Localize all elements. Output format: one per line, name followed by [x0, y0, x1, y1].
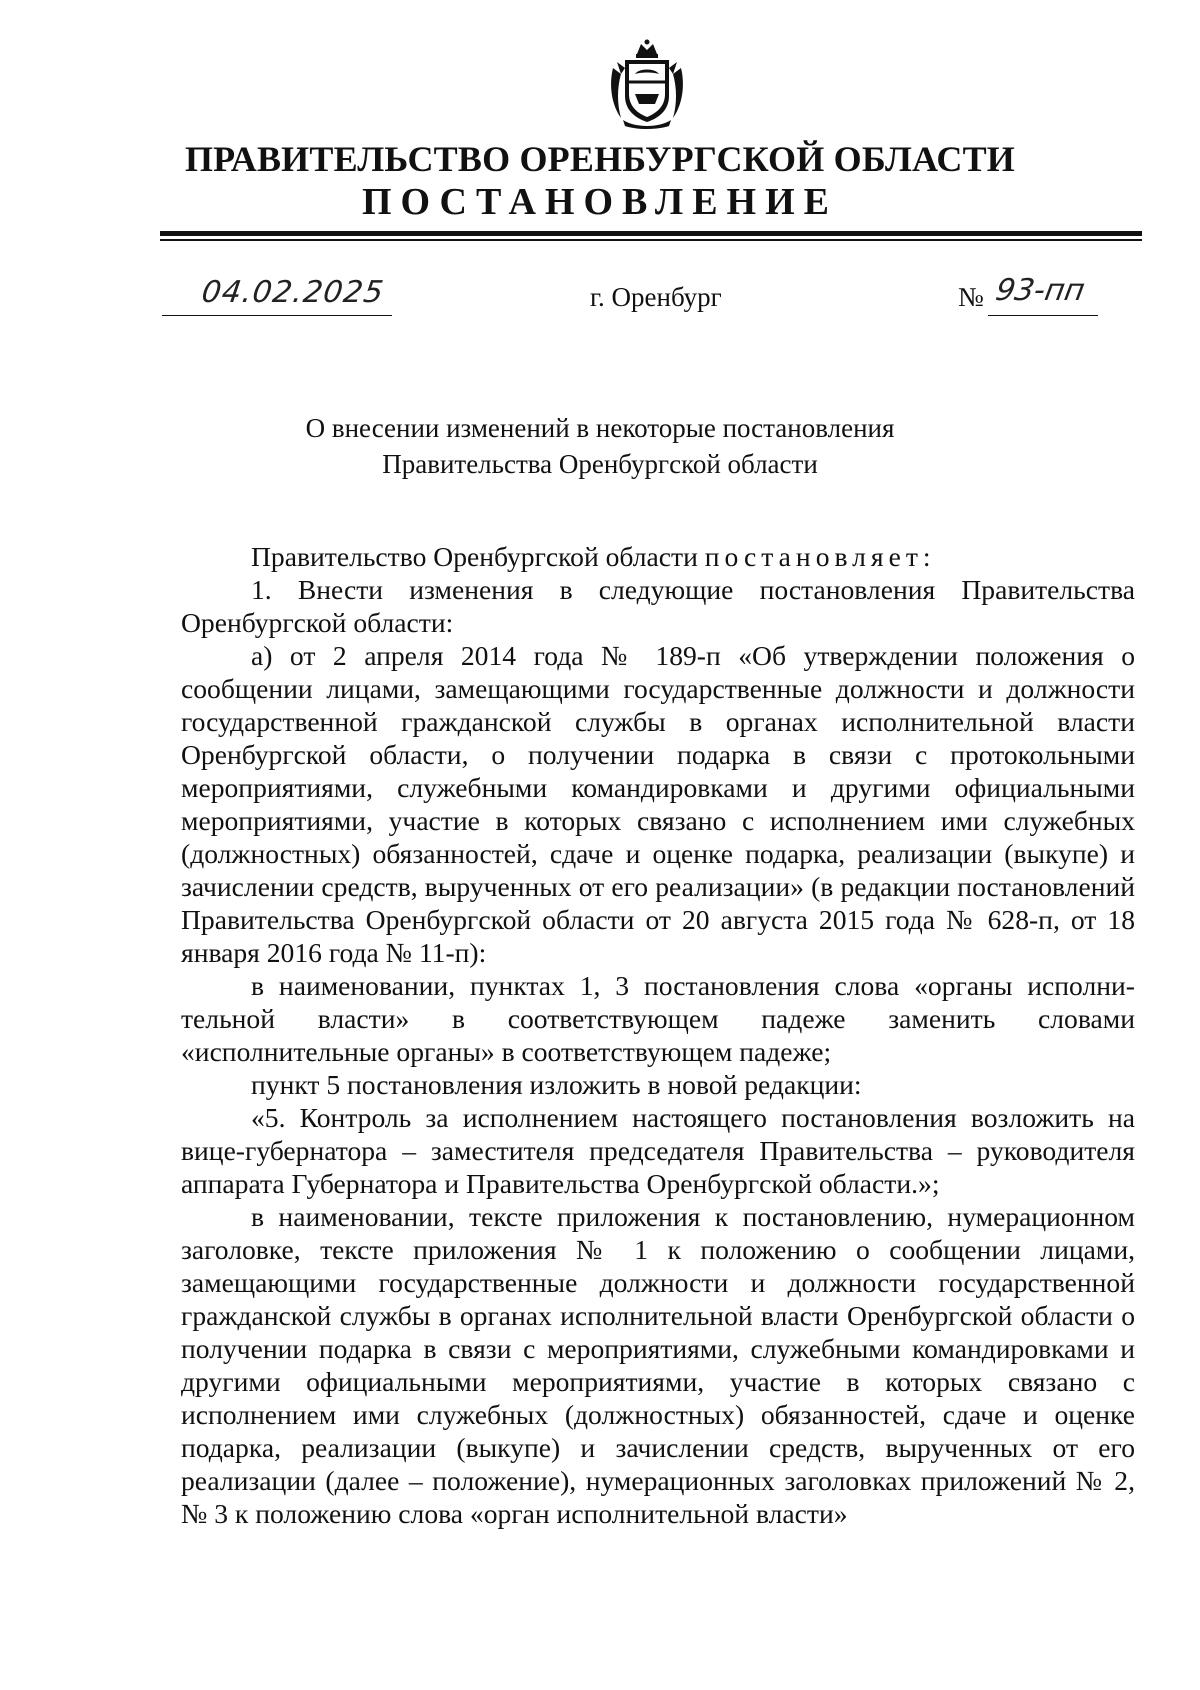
document-subject	[0, 410, 1200, 482]
document-number-label: №	[958, 282, 984, 312]
document-number-underline	[988, 275, 1098, 316]
subject-line-1: О внесении изменений в некоторые постановления	[305, 413, 895, 443]
document-date: 04.02.2025	[199, 275, 387, 310]
body-paragraph-1: 1. Внести изменения в следующие постановления Правительства Оренбургской области:	[181, 574, 1135, 638]
document-number-field	[958, 275, 1098, 315]
document-number: 93-пп	[992, 273, 1088, 308]
document-type-title: ПОСТАНОВЛЕНИЕ	[361, 181, 839, 223]
document-date-field	[162, 275, 392, 316]
body-paragraph-3: в наименовании, пунктах 1, 3 постановления слова «органы исполнительной власти» в соответствующем падеже заменить словами «исполнительные органы» в соответствующем падеже;	[181, 970, 1135, 1067]
coat-of-arms-emblem	[607, 38, 687, 130]
document-city: г. Оренбург	[590, 282, 722, 312]
body-intro-verb: постановляет:	[704, 541, 936, 572]
body-intro-paragraph	[181, 540, 1135, 573]
header-divider-thick	[160, 231, 1142, 236]
body-intro-prefix: Правительство Оренбургской области	[251, 541, 698, 572]
coat-of-arms-icon	[607, 38, 687, 130]
subject-line-2: Правительства Оренбургской области	[382, 449, 818, 479]
body-paragraph-5: «5. Контроль за исполнением настоящего постановления возложить на вице-губернатора – заместителя председателя Правительства – руководителя аппарата Губернатора и Правительства Оренбургской области.»;	[181, 1102, 1135, 1199]
issuing-authority-title: ПРАВИТЕЛЬСТВО ОРЕНБУРГСКОЙ ОБЛАСТИ	[184, 139, 1016, 179]
document-body	[181, 540, 1135, 1530]
body-paragraph-6: в наименовании, тексте приложения к постановлению, нумерационном заголовке, тексте приложения № 1 к положению о сообщении лицами, замещающими государственные должности и должности государственной гражданской службы в органах исполнительной власти Оренбургской области о получении подарка в связи с мероприятиями, служебными командировками и другими официальными мероприятиями, участие в которых связано с исполнением ими служебных (должностных) обязанностей, сдаче и оценке подарка, реализации (выкупе) и зачислении средств, вырученных от его реализации (далее – положение), нумерационных заголовках приложений № 2, № 3 к положению слова «орган исполнительной власти»	[181, 1201, 1135, 1529]
body-paragraph-2: а) от 2 апреля 2014 года № 189-п «Об утверждении положения о сообщении лицами, замещающими государственные должности и должности государственной гражданской службы в органах исполнительной власти Оренбургской области, о получении подарка в связи с протокольными мероприятиями, служебными командировками и другими официальными мероприятиями, участие в которых связано с исполнением ими служебных (должностных) обязанностей, сдаче и оценке подарка, реализации (выкупе) и зачислении средств, вырученных от его реализации» (в редакции постановлений Правительства Оренбургской области от 20 августа 2015 года № 628-п, от 18 января 2016 года № 11-п):	[181, 640, 1135, 968]
header-divider-thin	[160, 239, 1142, 241]
body-paragraph-4: пункт 5 постановления изложить в новой редакции:	[251, 1069, 862, 1100]
